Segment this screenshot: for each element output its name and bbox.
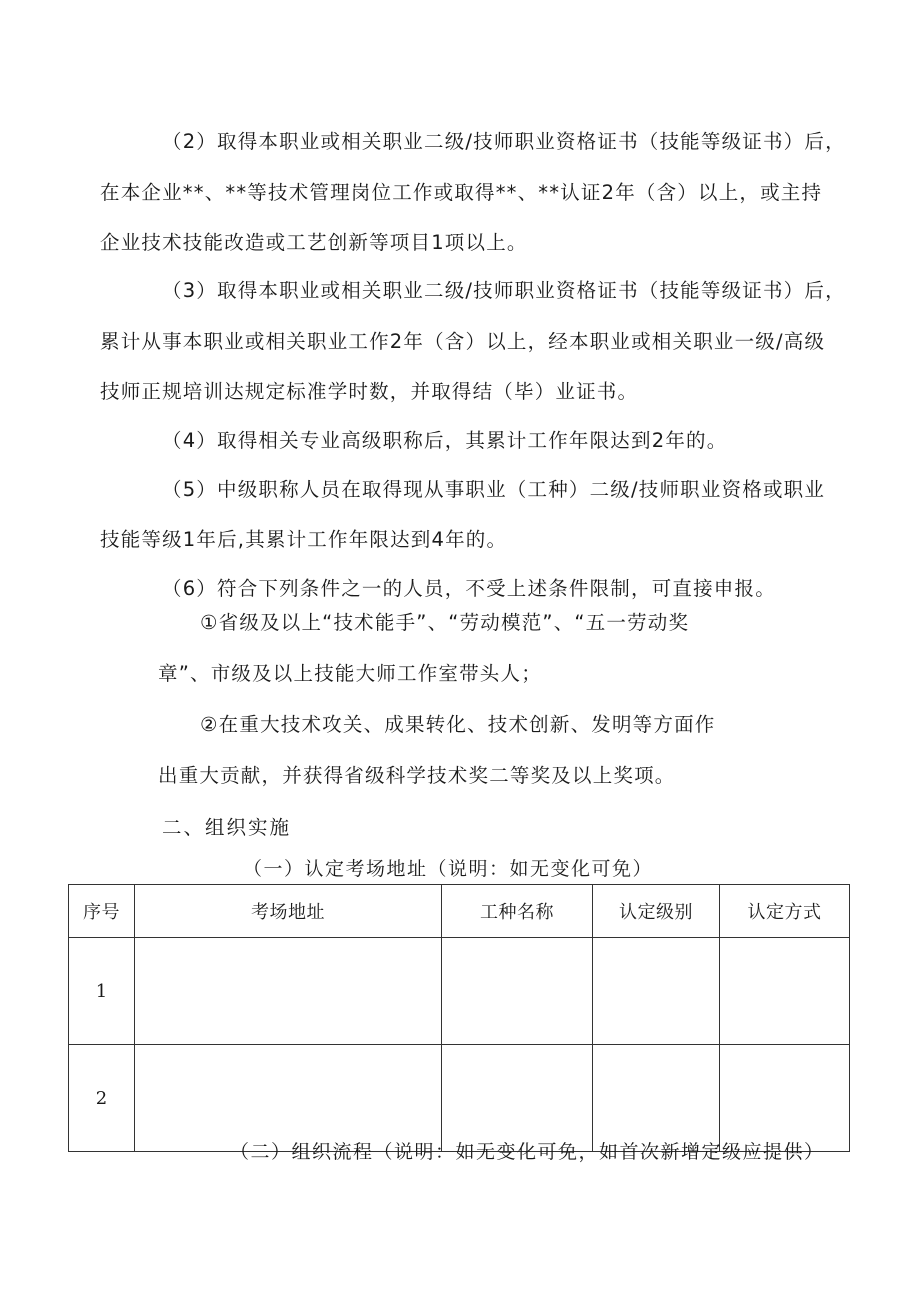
header-method: 认定方式	[720, 885, 850, 938]
header-job-name: 工种名称	[442, 885, 593, 938]
para-3-line-1: （3）取得本职业或相关职业二级/技师职业资格证书（技能等级证书）后，	[162, 279, 846, 302]
cell-method	[720, 938, 850, 1045]
header-site-address: 考场地址	[135, 885, 442, 938]
cell-site-address	[135, 1045, 442, 1152]
cell-job-name	[442, 938, 593, 1045]
para-2-line-1: （2）取得本职业或相关职业二级/技师职业资格证书（技能等级证书）后，	[162, 130, 846, 153]
para-3-line-3: 技师正规培训达规定标准学时数，并取得结（毕）业证书。	[100, 380, 639, 403]
table-row	[69, 938, 850, 1045]
para-5-line-2: 技能等级1年后,其累计工作年限达到4年的。	[100, 528, 508, 551]
para-5-line-1: （5）中级职称人员在取得现从事职业（工种）二级/技师职业资格或职业	[162, 478, 826, 501]
cell-level	[593, 1045, 720, 1152]
cell-method	[720, 1045, 850, 1152]
para-2-line-2: 在本企业**、**等技术管理岗位工作或取得**、**认证2年（含）以上，或主持	[100, 181, 823, 204]
cell-level	[593, 938, 720, 1045]
table-caption: （一）认定考场地址（说明：如无变化可免）	[243, 858, 654, 880]
condition-1-line-2: 章”、市级及以上技能大师工作室带头人；	[158, 662, 542, 685]
para-2-line-3: 企业技术技能改造或工艺创新等项目1项以上。	[100, 231, 528, 254]
process-caption: （二）组织流程（说明：如无变化可免，如首次新增定级应提供）	[230, 1141, 825, 1163]
cell-index: 2	[69, 1045, 135, 1152]
table-row	[69, 1045, 850, 1152]
cell-job-name	[442, 1045, 593, 1152]
header-level: 认定级别	[593, 885, 720, 938]
header-index: 序号	[69, 885, 135, 938]
table-header-row	[69, 885, 850, 938]
condition-2-line-2: 出重大贡献，并获得省级科学技术奖二等奖及以上奖项。	[158, 764, 676, 787]
para-3-line-2: 累计从事本职业或相关职业工作2年（含）以上，经本职业或相关职业一级/高级	[100, 330, 826, 353]
cell-index: 1	[69, 938, 135, 1045]
section-title: 二、组织实施	[162, 816, 292, 839]
exam-site-table	[68, 884, 850, 1152]
condition-1-line-1: ①省级及以上“技术能手”、“劳动模范”、“五一劳动奖	[200, 611, 690, 634]
para-4-line-1: （4）取得相关专业高级职称后，其累计工作年限达到2年的。	[162, 429, 728, 452]
cell-site-address	[135, 938, 442, 1045]
para-6-line-1: （6）符合下列条件之一的人员，不受上述条件限制，可直接申报。	[162, 577, 776, 600]
condition-2-line-1: ②在重大技术攻关、成果转化、技术创新、发明等方面作	[200, 713, 716, 736]
